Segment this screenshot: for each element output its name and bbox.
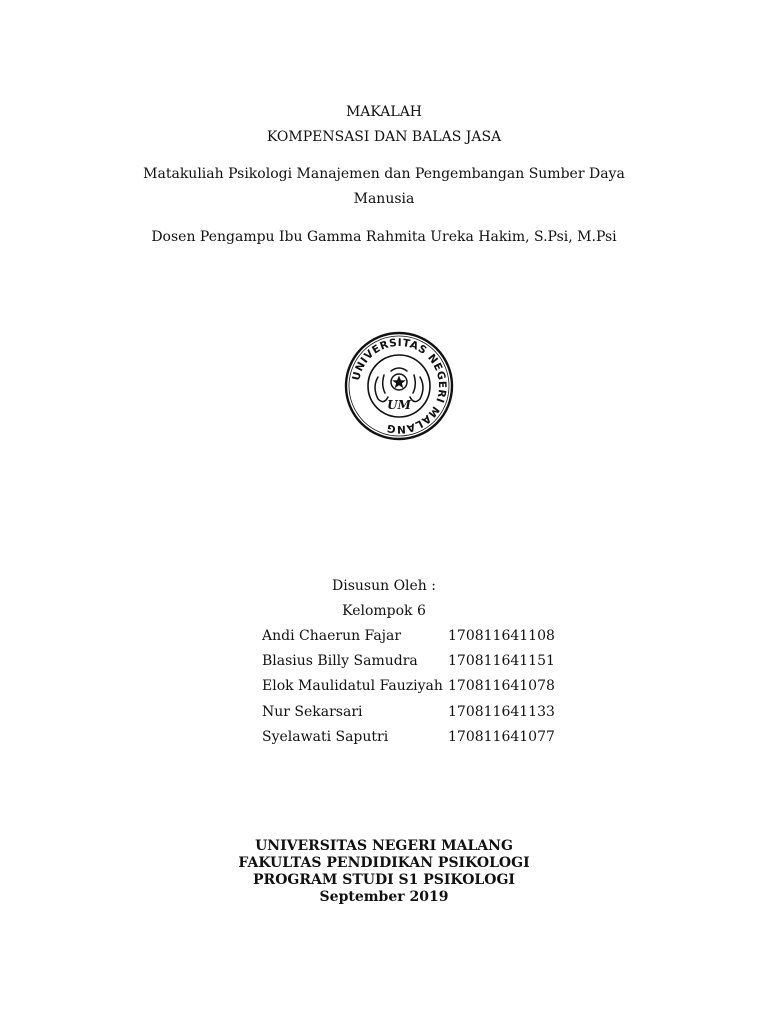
document-subtitle: KOMPENSASI DAN BALAS JASA xyxy=(266,129,502,145)
member-row xyxy=(262,728,562,753)
lecturer-line: Dosen Pengampu Ibu Gamma Rahmita Ureka Hakim, S.Psi, M.Psi xyxy=(151,229,617,245)
member-name: Andi Chaerun Fajar xyxy=(262,628,402,644)
footer-block xyxy=(0,838,768,906)
member-row xyxy=(262,703,562,728)
member-name: Nur Sekarsari xyxy=(262,703,363,720)
member-id: 170811641077 xyxy=(448,728,555,745)
member-row xyxy=(262,627,562,652)
member-id: 170811641151 xyxy=(448,653,555,670)
course-name-line-2: Manusia xyxy=(353,191,415,207)
prepared-by-label: Disusun Oleh : xyxy=(332,578,436,594)
group-label: Kelompok 6 xyxy=(342,603,426,619)
document-title: MAKALAH xyxy=(345,104,423,120)
member-name: Elok Maulidatul Fauziyah xyxy=(262,678,443,695)
course-name-line-1: Matakuliah Psikologi Manajemen dan Pengembangan Sumber Daya xyxy=(143,166,625,182)
seal-ring-text: UNIVERSITAS NEGERI MALANG xyxy=(350,336,449,436)
footer-date: September 2019 xyxy=(319,889,449,905)
member-name: Syelawati Saputri xyxy=(262,728,389,745)
member-id: 170811641133 xyxy=(448,703,555,720)
footer-program: PROGRAM STUDI S1 PSIKOLOGI xyxy=(253,872,515,888)
seal-monogram: UM xyxy=(387,398,411,412)
member-list xyxy=(262,627,562,753)
footer-faculty: FAKULTAS PENDIDIKAN PSIKOLOGI xyxy=(238,855,530,871)
member-id: 170811641108 xyxy=(448,628,555,644)
member-row xyxy=(262,652,562,677)
footer-university: UNIVERSITAS NEGERI MALANG xyxy=(255,838,513,854)
university-seal-logo xyxy=(344,331,454,441)
member-row xyxy=(262,677,562,702)
member-name: Blasius Billy Samudra xyxy=(262,653,418,670)
member-id: 170811641078 xyxy=(448,678,555,695)
